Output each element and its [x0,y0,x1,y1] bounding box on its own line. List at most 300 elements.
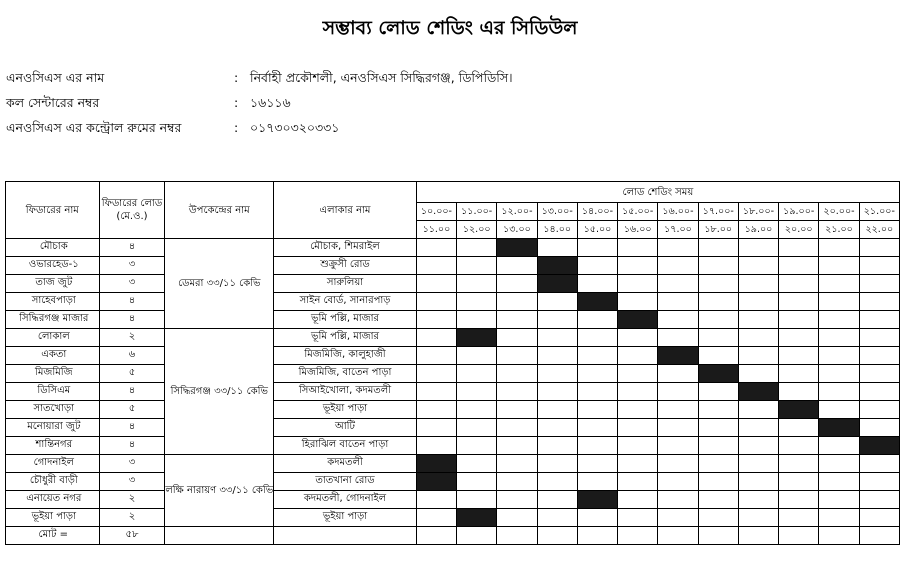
shedding-slot [497,509,537,527]
table-row [6,383,900,401]
shedding-slot [738,347,778,365]
shedding-slot [457,257,497,275]
shedding-slot [658,311,698,329]
time-slot-header [537,203,577,239]
table-row [6,491,900,509]
time-slot-to: ২০.০০ [784,224,813,235]
time-slot-header [577,203,617,239]
shedding-slot [577,473,617,491]
shedding-slot [537,365,577,383]
shedding-slot [457,347,497,365]
shedding-slot [618,329,658,347]
total-slot [738,527,778,545]
shedding-slot [618,401,658,419]
shedding-slot [618,455,658,473]
shedding-slot [738,437,778,455]
shedding-slot-active [537,257,577,275]
shedding-slot [577,401,617,419]
shedding-slot [618,347,658,365]
shedding-slot-active [416,455,456,473]
shedding-slot [779,365,819,383]
area-name: হিরাঝিল বাতেন পাড়া [274,437,417,455]
table-row [6,509,900,527]
shedding-slot [738,239,778,257]
shedding-slot [819,329,859,347]
shedding-slot [738,401,778,419]
shedding-slot [698,437,738,455]
shedding-slot [859,491,899,509]
shedding-slot [416,257,456,275]
info-label: এনওসিএস এর কন্ট্রোল রুমের নম্বর [6,120,182,135]
feeder-name: তাজ জুট [6,275,100,293]
shedding-slot [819,437,859,455]
shedding-slot [819,239,859,257]
feeder-name: মনোয়ারা জুট [6,419,100,437]
shedding-slot [457,293,497,311]
info-label: এনওসিএস এর নাম [6,70,105,85]
shedding-slot [457,455,497,473]
shedding-slot [497,311,537,329]
shedding-slot [738,329,778,347]
total-slot [819,527,859,545]
shedding-slot [416,509,456,527]
shedding-slot [457,383,497,401]
shedding-slot [738,293,778,311]
feeder-name: মৌচাক [6,239,100,257]
shedding-slot [859,239,899,257]
shedding-slot [577,509,617,527]
shedding-slot [698,473,738,491]
shedding-slot [658,383,698,401]
time-slot-from: ১১.০০- [457,203,496,221]
shedding-slot [698,455,738,473]
shedding-slot [577,239,617,257]
shedding-slot [658,473,698,491]
info-colon: : [234,95,239,110]
substation-header: উপকেন্দ্রের নাম [165,182,274,239]
shedding-slot [497,437,537,455]
shedding-slot [779,383,819,401]
area-name: মিজমিজি, বাতেন পাড়া [274,365,417,383]
shedding-slot-active [577,293,617,311]
total-slot [416,527,456,545]
shedding-slot [416,329,456,347]
shedding-slot [416,401,456,419]
table-row [6,365,900,383]
shedding-slot [457,365,497,383]
shedding-slot [698,347,738,365]
feeder-load: ৩ [99,257,165,275]
shedding-slot [819,347,859,365]
feeder-name: ডিসিএম [6,383,100,401]
shedding-slot [779,437,819,455]
table-header-row [6,182,900,203]
feeder-name: ওভারহেড-১ [6,257,100,275]
shedding-slot [497,491,537,509]
shedding-slot [819,257,859,275]
shedding-slot [738,455,778,473]
shedding-slot-active [457,329,497,347]
shedding-slot [577,275,617,293]
time-slot-header [819,203,859,239]
total-label: মোট = [6,527,100,545]
time-slot-to: ১৫.০০ [583,224,612,235]
shedding-slot [698,239,738,257]
shedding-slot [859,419,899,437]
area-name: কদমতলী [274,455,417,473]
shedding-slot [738,365,778,383]
load-shedding-table [5,181,900,545]
shedding-slot [658,509,698,527]
shedding-slot [698,509,738,527]
feeder-load: ২ [99,491,165,509]
time-slot-from: ২১.০০- [860,203,899,221]
shedding-slot [537,347,577,365]
area-name: ভূইয়া পাড়া [274,401,417,419]
info-colon: : [234,70,239,85]
page-title: সম্ভাব্য লোড শেডিং এর সিডিউল [322,17,578,39]
total-blank [274,527,417,545]
time-slot-header [497,203,537,239]
shedding-slot [497,329,537,347]
total-row [6,527,900,545]
shedding-slot [779,455,819,473]
time-slot-to: ১৭.০০ [664,224,692,235]
shedding-slot [698,329,738,347]
shedding-slot [738,473,778,491]
feeder-load: ৫ [99,365,165,383]
shedding-slot [416,293,456,311]
shedding-slot-active [618,311,658,329]
info-colon: : [234,120,239,135]
shedding-slot [738,509,778,527]
time-slot-to: ১১.০০ [422,224,451,235]
shedding-slot [416,311,456,329]
shedding-slot [457,491,497,509]
feeder-load: ৫ [99,401,165,419]
shedding-slot [577,419,617,437]
shedding-slot [618,509,658,527]
shedding-slot [859,293,899,311]
feeder-name: শান্তিনগর [6,437,100,455]
shedding-slot [859,329,899,347]
feeder-name: গোদনাইল [6,455,100,473]
feeder-load: ৪ [99,293,165,311]
feeder-name: একতা [6,347,100,365]
shedding-slot-active [738,383,778,401]
shedding-slot [537,473,577,491]
shedding-slot [658,437,698,455]
time-slot-to: ১৮.০০ [704,224,733,235]
shedding-slot [698,257,738,275]
shedding-slot [416,437,456,455]
shedding-slot [618,419,658,437]
substation-name: লক্ষি নারায়ণ ৩৩/১১ কেভি [165,455,274,527]
shedding-slot [537,293,577,311]
shedding-slot [537,491,577,509]
area-name: ভূইয়া পাড়া [274,509,417,527]
shedding-slot [537,311,577,329]
feeder-name: এনায়েত নগর [6,491,100,509]
total-slot [618,527,658,545]
shedding-slot [819,311,859,329]
area-name: মিজমিজি, কালুহাজী [274,347,417,365]
shedding-slot [658,239,698,257]
shedding-slot [497,383,537,401]
table-row [6,437,900,455]
table-row [6,401,900,419]
time-slot-header [859,203,899,239]
shedding-slot [537,509,577,527]
shedding-slot [779,419,819,437]
shedding-slot [618,383,658,401]
shedding-slot [738,491,778,509]
shedding-slot [779,491,819,509]
shedding-slot [618,239,658,257]
time-slot-header [416,203,456,239]
area-name: সিআইখোলা, কদমতলী [274,383,417,401]
shedding-slot [859,347,899,365]
info-value: ০১৭৩০৩২০৩৩১ [250,120,340,135]
shedding-slot [416,347,456,365]
feeder-load: ৪ [99,419,165,437]
feeder-name: সাহেবপাড়া [6,293,100,311]
time-slot-to: ২১.০০ [825,224,853,235]
feeder-load: ২ [99,509,165,527]
shedding-slot [819,509,859,527]
shedding-slot [577,347,617,365]
area-name: আটি [274,419,417,437]
area-name: তাতখানা রোড [274,473,417,491]
total-slot [497,527,537,545]
time-slot-header [698,203,738,239]
shedding-slot [819,491,859,509]
shedding-slot [457,311,497,329]
shedding-slot [416,419,456,437]
table-row [6,257,900,275]
shedding-slot [497,455,537,473]
area-name: ভূমি পল্লি, মাজার [274,311,417,329]
shedding-slot [537,419,577,437]
shedding-slot [698,275,738,293]
shedding-slot [537,383,577,401]
area-name-header: এলাকার নাম [274,182,417,239]
shedding-slot [698,293,738,311]
shedding-slot [698,419,738,437]
feeder-load: ৪ [99,239,165,257]
shedding-slot [457,239,497,257]
shedding-slot [859,401,899,419]
feeder-name: লোকাল [6,329,100,347]
shedding-slot [859,275,899,293]
shedding-slot [497,401,537,419]
shedding-slot [577,455,617,473]
shedding-slot [497,473,537,491]
shedding-slot [819,455,859,473]
shedding-slot [819,383,859,401]
time-slot-to: ২২.০০ [865,224,894,235]
shedding-slot [497,365,537,383]
shedding-slot [457,275,497,293]
shedding-slot [577,257,617,275]
shedding-slot [537,401,577,419]
shedding-slot [658,401,698,419]
shedding-slot [819,473,859,491]
shedding-slot [859,509,899,527]
shedding-slot-active [658,347,698,365]
shedding-slot [819,401,859,419]
shedding-slot [618,257,658,275]
shedding-slot [738,311,778,329]
shedding-slot [457,401,497,419]
area-name: সাইন বোর্ড, সানারপাড় [274,293,417,311]
shedding-slot [457,437,497,455]
shedding-slot [779,311,819,329]
area-name: কদমতলী, গোদনাইল [274,491,417,509]
shedding-slot [658,275,698,293]
feeder-name-header: ফিডারের নাম [6,182,100,239]
table-row [6,329,900,347]
feeder-load: ৪ [99,437,165,455]
shedding-slot [859,455,899,473]
time-slot-from: ১৬.০০- [658,203,697,221]
shedding-slot [698,383,738,401]
shedding-slot [738,419,778,437]
shedding-slot [618,293,658,311]
shedding-slot [859,383,899,401]
shedding-slot [618,473,658,491]
shedding-slot-active [819,419,859,437]
feeder-name: মিজমিজি [6,365,100,383]
shedding-slot [819,365,859,383]
shedding-slot [457,419,497,437]
shedding-slot [658,329,698,347]
table-row [6,239,900,257]
time-slot-from: ১৭.০০- [699,203,738,221]
shedding-slot-active [779,401,819,419]
total-blank [165,527,274,545]
time-slot-to: ১৯.০০ [744,224,773,235]
shedding-slot [416,383,456,401]
area-name: মৌচাক, শিমরাইল [274,239,417,257]
shedding-slot [658,491,698,509]
time-slot-from: ১৪.০০- [578,203,617,221]
time-slot-to: ১৬.০০ [623,224,652,235]
shedding-slot [416,491,456,509]
time-slot-header [457,203,497,239]
feeder-load: ৩ [99,275,165,293]
shedding-slot [658,419,698,437]
schedule-header: লোড শেডিং সময় [416,182,899,203]
shedding-slot [537,437,577,455]
feeder-load-header: ফিডারের লোড (মে.ও.) [99,182,165,239]
shedding-slot [577,383,617,401]
shedding-slot [779,257,819,275]
shedding-slot [497,257,537,275]
time-slot-header [658,203,698,239]
table-row [6,275,900,293]
feeder-load: ৩ [99,473,165,491]
table-row [6,419,900,437]
shedding-slot [738,275,778,293]
time-slot-to: ১৪.০০ [543,224,572,235]
total-slot [457,527,497,545]
table-row [6,455,900,473]
shedding-slot [779,473,819,491]
feeder-load: ৬ [99,347,165,365]
shedding-slot [497,293,537,311]
area-name: ভূমি পল্লি, মাজার [274,329,417,347]
shedding-slot [577,365,617,383]
feeder-name: সাতখোড়া [6,401,100,419]
shedding-slot [738,257,778,275]
time-slot-header [618,203,658,239]
shedding-slot [416,275,456,293]
feeder-load: ২ [99,329,165,347]
time-slot-from: ১০.০০- [417,203,456,221]
shedding-slot [779,329,819,347]
time-slot-from: ১৫.০০- [618,203,657,221]
total-load: ৫৮ [99,527,165,545]
shedding-slot [577,329,617,347]
shedding-slot [819,293,859,311]
shedding-slot [497,275,537,293]
shedding-slot [416,365,456,383]
info-value: ১৬১১৬ [250,95,291,110]
shedding-slot-active [537,275,577,293]
time-slot-from: ১৩.০০- [538,203,577,221]
shedding-slot [779,509,819,527]
time-slot-from: ১৯.০০- [779,203,818,221]
feeder-load: ৩ [99,455,165,473]
area-name: সারুলিয়া [274,275,417,293]
shedding-slot-active [497,239,537,257]
feeder-load: ৪ [99,383,165,401]
shedding-slot [698,491,738,509]
total-slot [859,527,899,545]
substation-name: সিদ্ধিরগঞ্জ ৩৩/১১ কেভি [165,329,274,455]
shedding-slot-active [457,509,497,527]
table-row [6,347,900,365]
shedding-slot [698,311,738,329]
feeder-name: ভূইয়া পাড়া [6,509,100,527]
total-slot [537,527,577,545]
shedding-slot [658,365,698,383]
shedding-slot [577,311,617,329]
time-slot-to: ১৩.০০ [503,224,531,235]
time-slot-from: ১৮.০০- [739,203,778,221]
shedding-slot [618,491,658,509]
shedding-slot [779,239,819,257]
shedding-slot-active [698,365,738,383]
shedding-slot [618,437,658,455]
total-slot [658,527,698,545]
info-value: নির্বাহী প্রকৌশলী, এনওসিএস সিদ্ধিরগঞ্জ, ডিপিডিসি। [250,70,513,85]
feeder-name: সিদ্ধিরগঞ্জ মাজার [6,311,100,329]
shedding-slot [537,239,577,257]
feeder-name: চৌধুরী বাড়ী [6,473,100,491]
time-slot-header [738,203,778,239]
shedding-slot [859,311,899,329]
info-label: কল সেন্টারের নম্বর [6,95,100,110]
shedding-slot [618,365,658,383]
shedding-slot [779,275,819,293]
shedding-slot [859,257,899,275]
total-slot [779,527,819,545]
shedding-slot [658,257,698,275]
shedding-slot [537,455,577,473]
shedding-slot-active [859,437,899,455]
